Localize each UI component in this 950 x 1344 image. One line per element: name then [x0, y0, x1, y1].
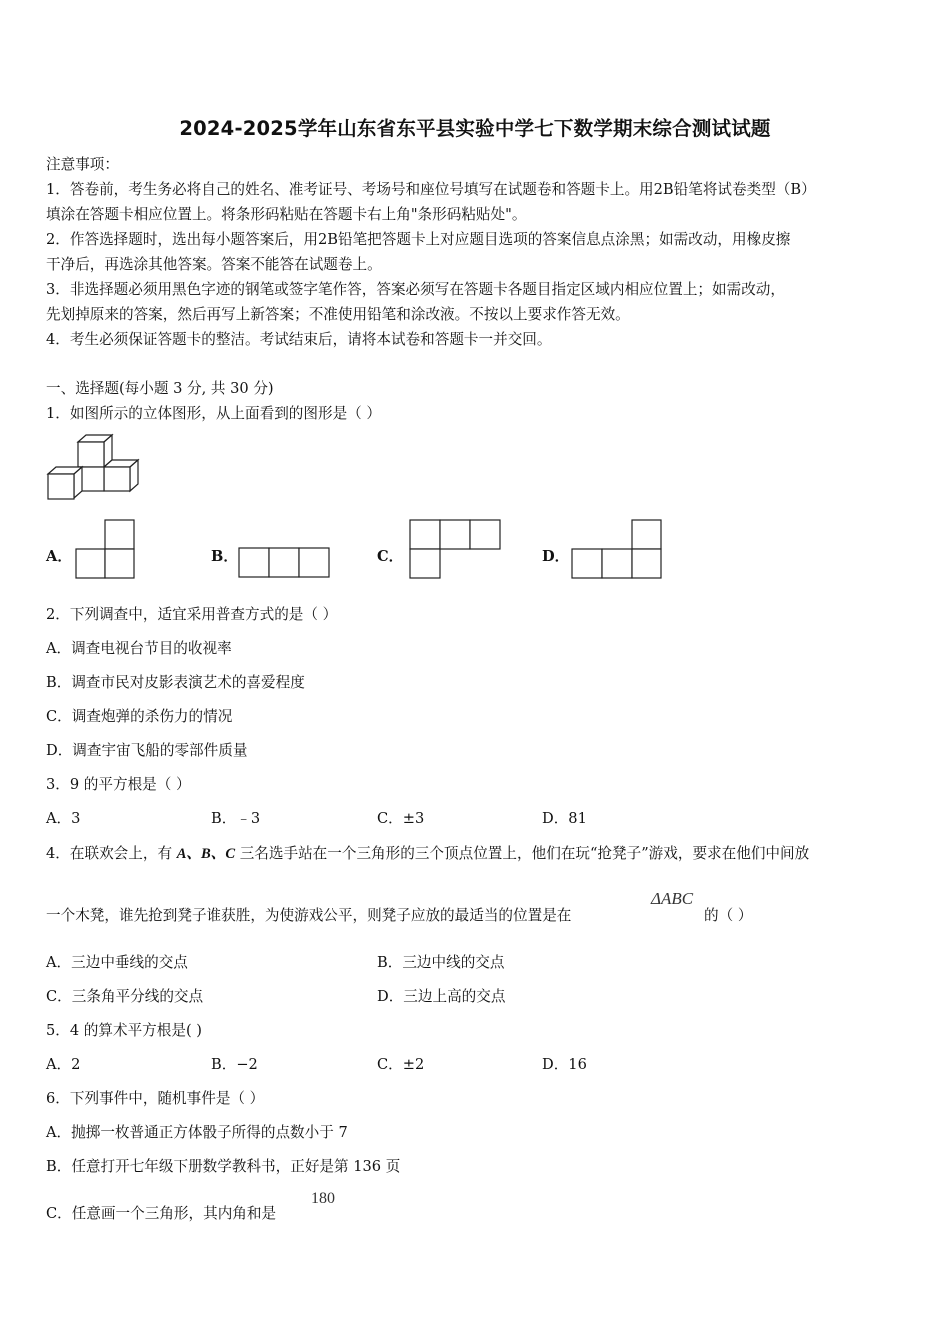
- question-4-stem-line1: [46, 842, 809, 863]
- q5-option-d[interactable]: D．16: [542, 1056, 587, 1073]
- notice-line: 3．非选择题必须用黑色字迹的钢笔或签字笔作答，答案必须写在答题卡各题目指定区域内相应位置上；如需改动，: [46, 281, 785, 298]
- q1-option-d-label[interactable]: D．: [542, 548, 570, 565]
- q4-stem-post: 三名选手站在一个三角形的三个顶点位置上，他们在玩“抢凳子”游戏，要求在他们中间放: [235, 845, 810, 862]
- q1-option-b-figure: [237, 547, 331, 579]
- q4-option-b[interactable]: B．三边中线的交点: [377, 954, 505, 971]
- q5-option-a[interactable]: A．2: [46, 1056, 81, 1073]
- q2-option-b[interactable]: B．调查市民对皮影表演艺术的喜爱程度: [46, 674, 305, 691]
- q1-option-c-figure: [408, 519, 502, 579]
- q6-option-c-value: 180: [311, 1190, 335, 1207]
- page-title: 2024-2025学年山东省东平县实验中学七下数学期末综合测试试题: [179, 117, 771, 140]
- q6-option-b[interactable]: B．任意打开七年级下册数学教科书，正好是第 136 页: [46, 1158, 401, 1175]
- q3-option-c[interactable]: C．±3: [377, 810, 425, 827]
- notice-line: 干净后，再选涂其他答案。答案不能答在试题卷上。: [46, 256, 382, 273]
- section-heading: 一、选择题(每小题 3 分, 共 30 分): [46, 380, 274, 397]
- q1-option-a-label[interactable]: A．: [46, 548, 72, 565]
- q4-option-a[interactable]: A．三边中垂线的交点: [46, 954, 188, 971]
- notice-line: 4．考生必须保证答题卡的整洁。考试结束后，请将本试卷和答题卡一并交回。: [46, 331, 552, 348]
- q6-option-c[interactable]: C．任意画一个三角形，其内角和是: [46, 1205, 277, 1222]
- q5-option-b[interactable]: B．−2: [211, 1056, 258, 1073]
- question-3-stem: 3．9 的平方根是（ ）: [46, 776, 191, 793]
- q2-option-a[interactable]: A．调查电视台节目的收视率: [46, 640, 232, 657]
- cube-solid-figure: [44, 432, 140, 504]
- q4-stem-end: 的（ ）: [704, 907, 753, 924]
- q1-option-a-figure: [74, 519, 136, 579]
- q4-stem-pre: 4．在联欢会上，有: [46, 845, 177, 862]
- notice-line: 2．作答选择题时，选出每小题答案后，用2B铅笔把答题卡上对应题目选项的答案信息点涂黑；如需改动，用橡皮擦: [46, 231, 791, 248]
- q1-option-c-label[interactable]: C．: [377, 548, 404, 565]
- q4-option-c[interactable]: C．三条角平分线的交点: [46, 988, 204, 1005]
- q3-option-a[interactable]: A．3: [46, 810, 81, 827]
- question-2-stem: 2．下列调查中，适宜采用普查方式的是（ ）: [46, 606, 338, 623]
- notice-line: 1．答卷前，考生务必将自己的姓名、准考证号、考场号和座位号填写在试题卷和答题卡上。用2B铅笔将试卷类型（B）: [46, 181, 816, 198]
- q1-option-b-label[interactable]: B．: [211, 548, 238, 565]
- top-cube: [78, 435, 112, 467]
- question-5-stem: 5．4 的算术平方根是( ): [46, 1022, 202, 1039]
- question-6-stem: 6．下列事件中，随机事件是（ ）: [46, 1090, 265, 1107]
- q4-stem-abc: A、B、C: [176, 846, 236, 862]
- q2-option-c[interactable]: C．调查炮弹的杀伤力的情况: [46, 708, 233, 725]
- q3-option-b[interactable]: B．﹣3: [211, 810, 261, 827]
- q4-triangle-abc: ΔABC: [651, 889, 694, 908]
- notice-line: 先划掉原来的答案，然后再写上新答案；不准使用铅笔和涂改液。不按以上要求作答无效。: [46, 306, 630, 323]
- q3-option-d[interactable]: D．81: [542, 810, 587, 827]
- q4-option-d[interactable]: D．三边上高的交点: [377, 988, 506, 1005]
- notice-line: 填涂在答题卡相应位置上。将条形码粘贴在答题卡右上角"条形码粘贴处"。: [46, 206, 527, 223]
- q6-option-a[interactable]: A．抛掷一枚普通正方体骰子所得的点数小于 7: [46, 1124, 348, 1141]
- q2-option-d[interactable]: D．调查宇宙飞船的零部件质量: [46, 742, 248, 759]
- question-4-stem-line2: 一个木凳，谁先抢到凳子谁获胜，为使游戏公平，则凳子应放的最适当的位置是在: [46, 907, 572, 924]
- question-1-stem: 1．如图所示的立体图形，从上面看到的图形是（ ）: [46, 405, 381, 422]
- notice-heading: 注意事项：: [46, 156, 119, 173]
- q1-option-d-figure: [570, 519, 664, 579]
- q5-option-c[interactable]: C．±2: [377, 1056, 425, 1073]
